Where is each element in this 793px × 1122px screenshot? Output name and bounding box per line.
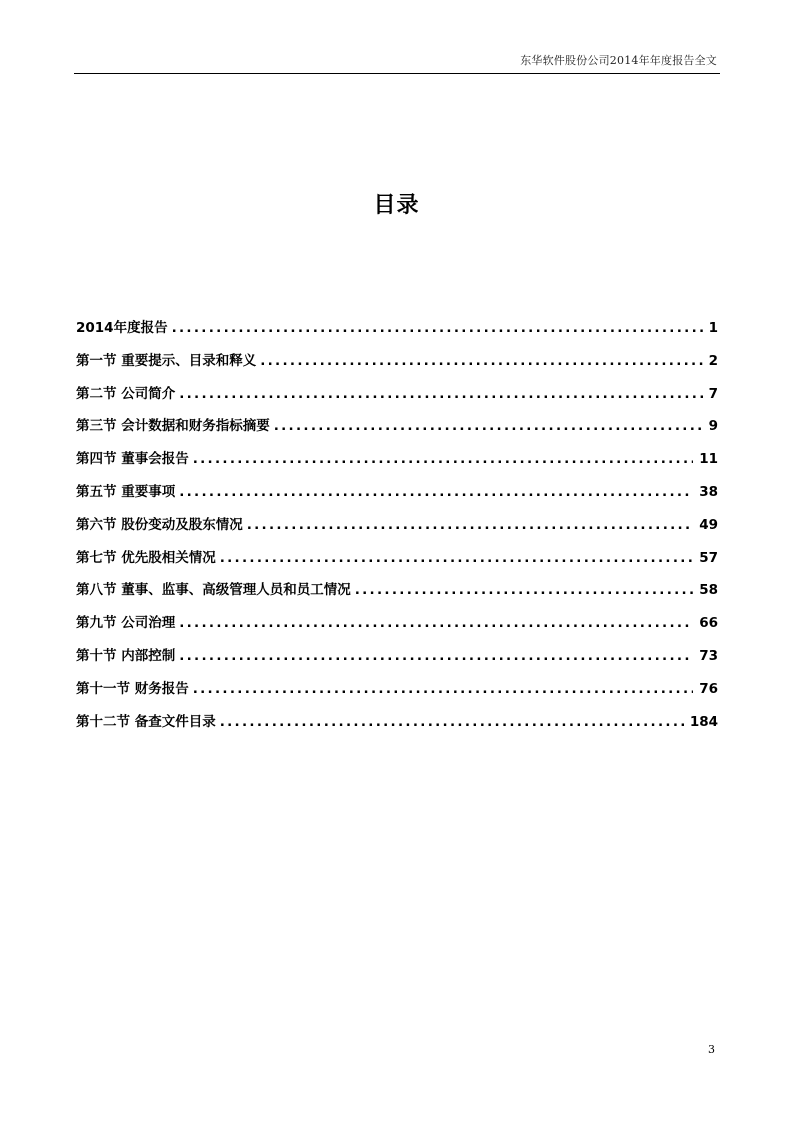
toc-entry-label: 第五节 重要事项 [76,483,176,500]
toc-entry-page: 9 [708,418,718,435]
toc-dot-leader [179,615,693,631]
toc-dot-leader [179,648,693,664]
toc-dot-leader [179,386,702,402]
toc-entry-label: 2014年度报告 [76,320,168,336]
toc-entry-page: 66 [699,615,718,632]
toc-entry[interactable] [76,414,718,447]
toc-entry[interactable] [76,710,718,743]
toc-dot-leader [179,484,693,500]
toc-entry[interactable] [76,546,718,579]
toc-dot-leader [247,517,694,533]
toc-entry-page: 7 [708,385,718,402]
page-title: 目录 [373,193,420,218]
running-header: 东华软件股份公司2014年年度报告全文 [520,54,717,67]
toc-entry-page: 76 [699,680,718,697]
toc-entry-page: 57 [699,549,718,566]
toc-entry[interactable] [76,316,718,349]
toc-entry[interactable] [76,382,718,415]
toc-entry-page: 1 [708,320,718,336]
toc-entry-label: 第九节 公司治理 [76,615,176,632]
toc-entry-label: 第四节 董事会报告 [76,451,189,468]
toc-entry[interactable] [76,349,718,382]
toc-entry-label: 第十节 内部控制 [76,647,176,664]
toc-entry-page: 184 [689,713,718,730]
toc-dot-leader [193,681,694,697]
toc-entry-label: 第十二节 备查文件目录 [76,713,216,730]
toc-dot-leader [193,451,694,467]
header-divider [74,73,720,74]
toc-entry[interactable] [76,578,718,611]
toc-dot-leader [260,353,702,369]
toc-entry-page: 73 [699,647,718,664]
toc-entry[interactable] [76,677,718,710]
toc-entry-page: 49 [699,516,718,533]
toc-entry-page: 58 [699,582,718,599]
toc-entry-label: 第二节 公司简介 [76,385,176,402]
toc-entry[interactable] [76,513,718,546]
toc-entry-page: 11 [699,451,718,468]
toc-entry-label: 第七节 优先股相关情况 [76,549,216,566]
toc-entry[interactable] [76,611,718,644]
toc-entry-page: 38 [699,483,718,500]
toc-entry[interactable] [76,480,718,513]
page-number: 3 [708,1043,715,1056]
toc-entry-label: 第六节 股份变动及股东情况 [76,516,243,533]
toc-entry[interactable] [76,447,718,480]
toc-entry-page: 2 [708,352,718,369]
toc-dot-leader [355,582,694,598]
toc-dot-leader [274,418,703,434]
toc-entry-label: 第一节 重要提示、目录和释义 [76,352,257,369]
toc-entry[interactable] [76,644,718,677]
toc-entry-label: 第三节 会计数据和财务指标摘要 [76,418,270,435]
toc-dot-leader [220,714,684,730]
toc-entry-label: 第十一节 财务报告 [76,680,189,697]
table-of-contents [76,316,718,742]
toc-dot-leader [172,320,703,336]
toc-entry-label: 第八节 董事、监事、高级管理人员和员工情况 [76,582,351,599]
toc-dot-leader [220,550,694,566]
